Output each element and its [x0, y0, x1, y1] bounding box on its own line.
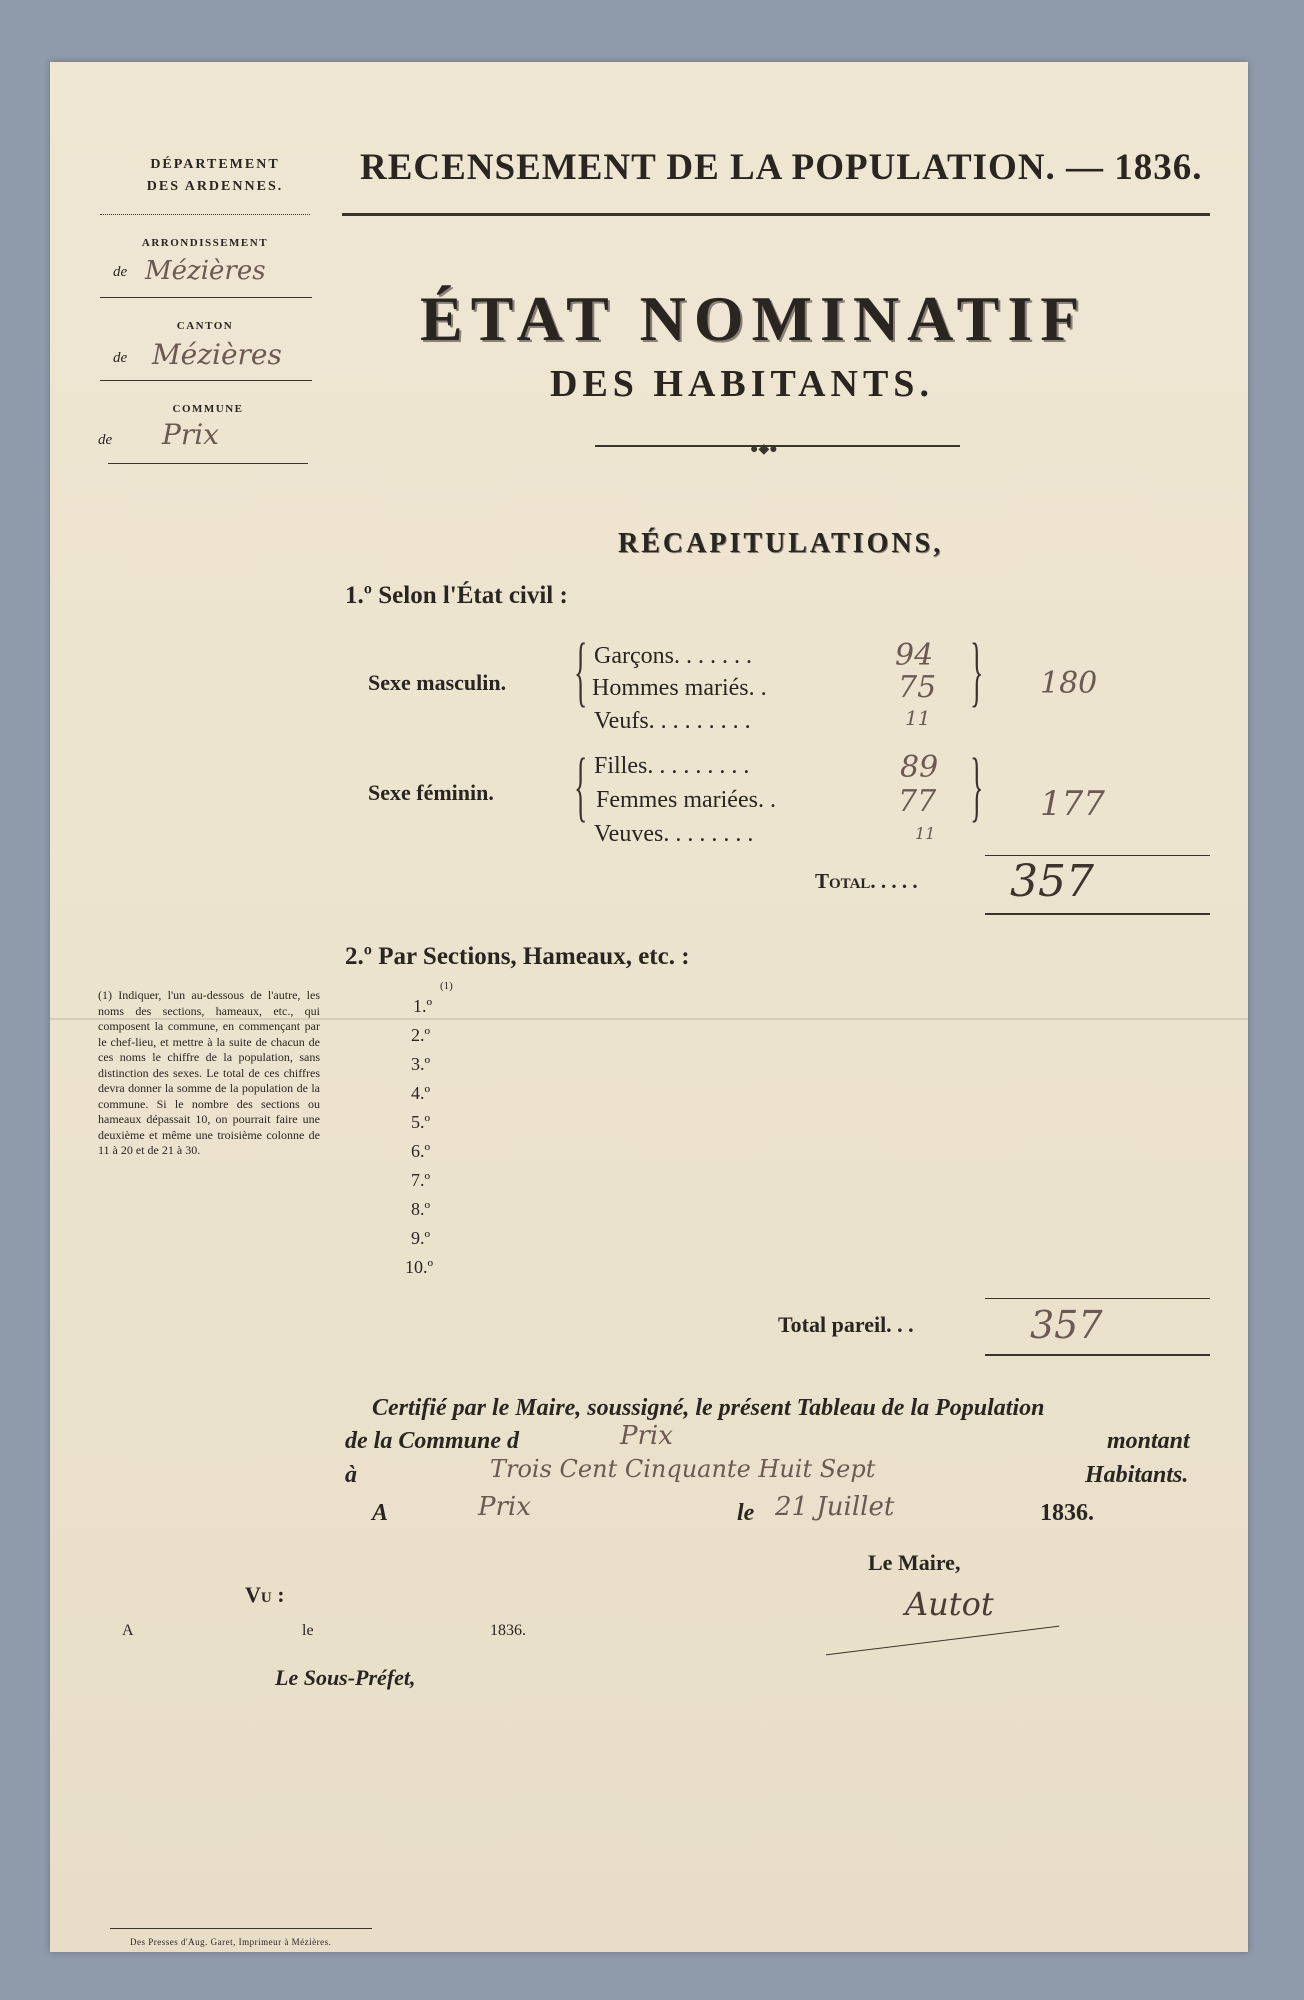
garcons-label: Garçons. . . . . . . — [594, 643, 752, 669]
certification-line1: Certifié par le Maire, soussigné, le présent Tableau de la Population — [372, 1395, 1045, 1421]
canton-prefix: de — [113, 350, 128, 366]
certification-date-value: 21 Juillet — [775, 1492, 895, 1522]
section-number-6: 6.º — [411, 1141, 431, 1161]
total-bottom-rule — [985, 913, 1210, 915]
section-number-2: 2.º — [411, 1025, 431, 1045]
total-pareil-label: Total pareil. . . — [778, 1312, 914, 1337]
des-habitants-title: DES HABITANTS. — [550, 363, 934, 405]
section-number-4: 4.º — [411, 1083, 431, 1103]
section2-heading: 2.º Par Sections, Hameaux, etc. : — [345, 943, 690, 970]
section-number-1: 1.º — [413, 996, 433, 1016]
certification-le: le — [737, 1500, 755, 1526]
brace-right-masculin: } — [970, 627, 984, 714]
certification-place-value: Prix — [478, 1492, 531, 1522]
veuves-value: 11 — [915, 824, 936, 843]
etat-nominatif-title: ÉTAT NOMINATIF — [420, 283, 1088, 354]
certification-a: A — [372, 1500, 389, 1526]
certification-year: 1836. — [1040, 1500, 1094, 1526]
canton-line — [100, 380, 312, 381]
total-pareil-value: 357 — [1030, 1303, 1103, 1347]
femmes-mariees-label: Femmes mariées. . — [596, 787, 776, 813]
veufs-value: 11 — [905, 706, 931, 730]
footnote-marker: (1) — [440, 980, 453, 992]
section1-heading: 1.º Selon l'État civil : — [345, 582, 568, 609]
certification-line2-start: de la Commune d — [345, 1428, 520, 1454]
departement-line2: DES ARDENNES. — [146, 179, 284, 194]
footer-rule — [110, 1928, 372, 1929]
section-number-9: 9.º — [411, 1228, 431, 1248]
departement-label — [140, 154, 290, 198]
sexe-feminin-label: Sexe féminin. — [368, 780, 494, 805]
footnote-text: (1) Indiquer, l'un au-dessous de l'autre, les noms des sections, hameaux, etc., qui composent la commune, en commençant par le chef-lieu, et mettre à la suite de chacun de ces noms le chiffre de la population, sans distinction des sexes. Le total de ces chiffres devra donner la somme de la population de la commune. Si le nombre des sections ou hameaux dépassait 10, on pourrait faire une deuxième et même une troisième colonne de 11 à 20 et de 21 à 30. — [98, 988, 320, 1157]
veuves-label: Veuves. . . . . . . . — [594, 821, 754, 847]
certification-commune-value: Prix — [620, 1421, 673, 1451]
section-number-7: 7.º — [411, 1170, 431, 1190]
commune-value: Prix — [162, 418, 219, 451]
arrondissement-prefix: de — [113, 264, 128, 280]
hommes-value: 75 — [898, 670, 937, 705]
brace-left-feminin: { — [574, 742, 588, 829]
brace-left-masculin: { — [574, 627, 588, 714]
ornament-center-icon: ●◆● — [750, 442, 778, 457]
certification-amount-value: Trois Cent Cinquante Huit Sept — [490, 1455, 876, 1483]
section-number-10: 10.º — [405, 1257, 434, 1277]
femmes-value: 77 — [898, 784, 937, 819]
total-pareil-bottom-rule — [985, 1354, 1210, 1356]
sous-prefet-label: Le Sous-Préfet, — [275, 1665, 416, 1690]
printer-credit: Des Presses d'Aug. Garet, Imprimeur à Mézières. — [130, 1937, 332, 1947]
commune-label: COMMUNE — [172, 403, 244, 415]
canton-value: Mézières — [152, 338, 282, 371]
vu-a: A — [122, 1622, 134, 1639]
maire-label: Le Maire, — [868, 1550, 961, 1575]
certification-line2-end: montant — [1107, 1428, 1190, 1454]
masculin-total: 180 — [1040, 666, 1098, 701]
departement-divider — [100, 214, 310, 216]
filles-label: Filles. . . . . . . . . — [594, 753, 750, 779]
section-number-3: 3.º — [411, 1054, 431, 1074]
commune-prefix: de — [98, 432, 113, 448]
total-value: 357 — [1010, 856, 1094, 907]
section-number-8: 8.º — [411, 1199, 431, 1219]
vu-label: Vu : — [245, 1582, 285, 1607]
departement-line1: DÉPARTEMENT — [150, 157, 280, 172]
brace-right-feminin: } — [970, 742, 984, 829]
feminin-total: 177 — [1040, 784, 1105, 824]
section-number-5: 5.º — [411, 1112, 431, 1132]
arrondissement-label: ARRONDISSEMENT — [141, 237, 269, 249]
commune-line — [108, 463, 308, 464]
maire-signature: Autot — [905, 1585, 994, 1623]
header-rule — [342, 213, 1210, 216]
vu-le: le — [302, 1622, 314, 1639]
garcons-value: 94 — [895, 638, 934, 673]
hommes-maries-label: Hommes mariés. . — [592, 675, 767, 701]
canton-label: CANTON — [176, 320, 234, 332]
total-pareil-top-rule — [985, 1298, 1210, 1299]
census-title: RECENSEMENT DE LA POPULATION. — 1836. — [360, 147, 1203, 188]
arrondissement-value: Mézières — [145, 256, 266, 286]
certification-line3-start: à — [345, 1462, 357, 1488]
filles-value: 89 — [900, 750, 939, 785]
vu-year: 1836. — [490, 1622, 526, 1639]
arrondissement-line — [100, 297, 312, 298]
veufs-label: Veufs. . . . . . . . . — [594, 708, 751, 734]
sexe-masculin-label: Sexe masculin. — [368, 670, 507, 695]
recapitulations-heading: RÉCAPITULATIONS, — [618, 528, 944, 559]
total-label: Total. . . . . — [815, 869, 918, 893]
certification-line3-end: Habitants. — [1085, 1462, 1189, 1488]
